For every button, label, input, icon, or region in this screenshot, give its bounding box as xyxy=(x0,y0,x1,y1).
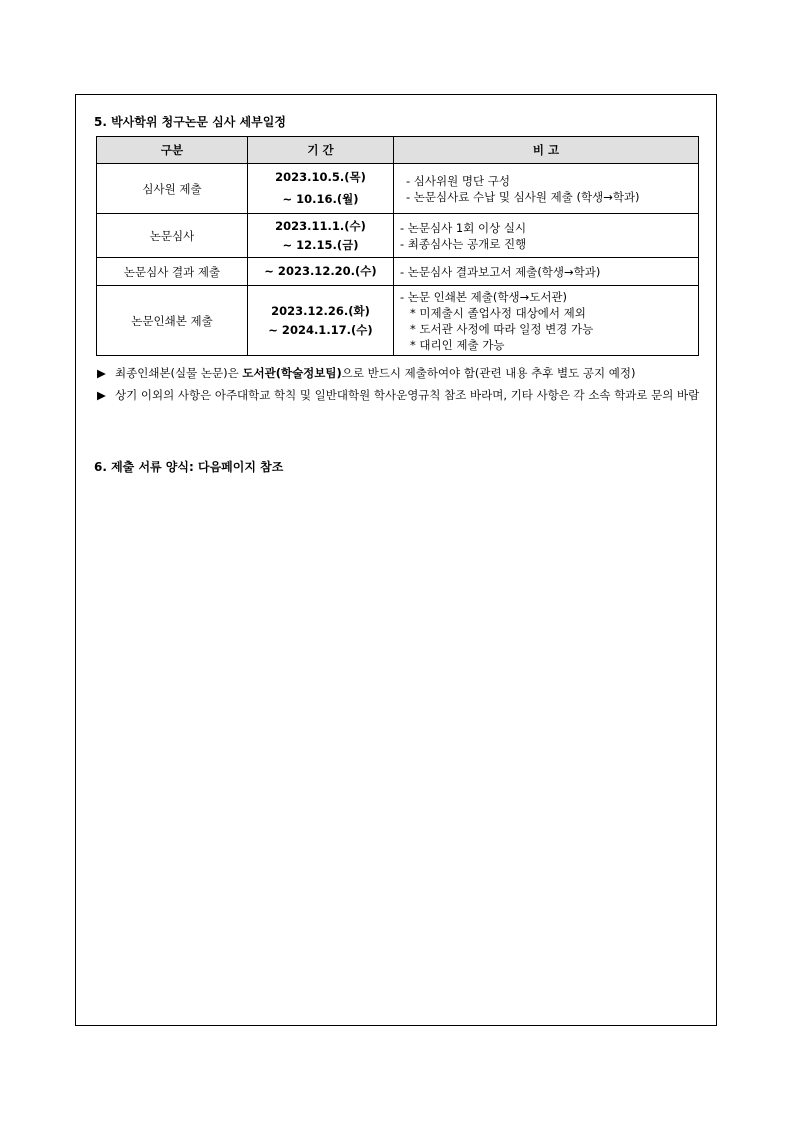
row-period xyxy=(248,258,394,286)
period-end: ~ 2024.1.17.(수) xyxy=(268,322,373,337)
table-header-row xyxy=(97,137,699,164)
triangle-bullet-icon: ▶ xyxy=(97,366,106,380)
row-period xyxy=(248,286,394,356)
remark-line: - 논문 인쇄본 제출(학생→도서관) xyxy=(400,289,568,304)
period-end: ~ 10.16.(월) xyxy=(282,192,359,206)
row-period xyxy=(248,214,394,258)
section-5-title: 5. 박사학위 청구논문 심사 세부일정 xyxy=(94,115,286,129)
notes xyxy=(97,362,701,406)
row-period xyxy=(248,164,394,214)
table-row xyxy=(97,286,699,356)
row-category: 심사원 제출 xyxy=(97,164,248,214)
header-remarks: 비 고 xyxy=(394,137,699,164)
note-text: 으로 반드시 제출하여야 함(관련 내용 추후 별도 공지 예정) xyxy=(341,366,636,380)
remark-line: - 최종심사는 공개로 진행 xyxy=(400,236,527,251)
header-period: 기 간 xyxy=(248,137,394,164)
table-row xyxy=(97,214,699,258)
period-start: 2023.10.5.(목) xyxy=(275,170,366,184)
note-emphasis: 도서관(학술정보팀) xyxy=(242,366,342,380)
remark-line: - 심사위원 명단 구성 xyxy=(406,173,510,188)
row-category: 논문심사 결과 제출 xyxy=(97,258,248,286)
header-category: 구분 xyxy=(97,137,248,164)
row-remarks xyxy=(394,214,699,258)
note-item xyxy=(97,362,701,384)
table-row xyxy=(97,258,699,286)
row-remarks xyxy=(394,258,699,286)
remark-line: - 논문심사료 수납 및 심사원 제출 (학생→학과) xyxy=(406,189,640,204)
row-category: 논문심사 xyxy=(97,214,248,258)
note-item xyxy=(97,384,701,406)
remark-subline: * 도서관 사정에 따라 일정 변경 가능 xyxy=(410,321,594,336)
period-start: 2023.12.26.(화) xyxy=(271,303,370,318)
period-start: 2023.11.1.(수) xyxy=(275,218,366,233)
section-6-title: 6. 제출 서류 양식: 다음페이지 참조 xyxy=(94,460,284,474)
table-row xyxy=(97,164,699,214)
note-text: 최종인쇄본(실물 논문)은 xyxy=(115,366,243,380)
remark-line: - 논문심사 1회 이상 실시 xyxy=(400,220,527,235)
period-end: ~ 12.15.(금) xyxy=(282,237,359,252)
row-remarks xyxy=(394,286,699,356)
note-text: 상기 이외의 사항은 아주대학교 학칙 및 일반대학원 학사운영규칙 참조 바라며, 기타 사항은 각 소속 학과로 문의 바람 xyxy=(115,388,700,402)
period-end: ~ 2023.12.20.(수) xyxy=(264,264,377,278)
row-category: 논문인쇄본 제출 xyxy=(97,286,248,356)
triangle-bullet-icon: ▶ xyxy=(97,388,106,402)
remark-subline: * 대리인 제출 가능 xyxy=(410,337,505,352)
remark-subline: * 미제출시 졸업사정 대상에서 제외 xyxy=(410,305,586,320)
remark-line: - 논문심사 결과보고서 제출(학생→학과) xyxy=(400,264,601,279)
schedule-table xyxy=(96,136,699,356)
row-remarks xyxy=(394,164,699,214)
